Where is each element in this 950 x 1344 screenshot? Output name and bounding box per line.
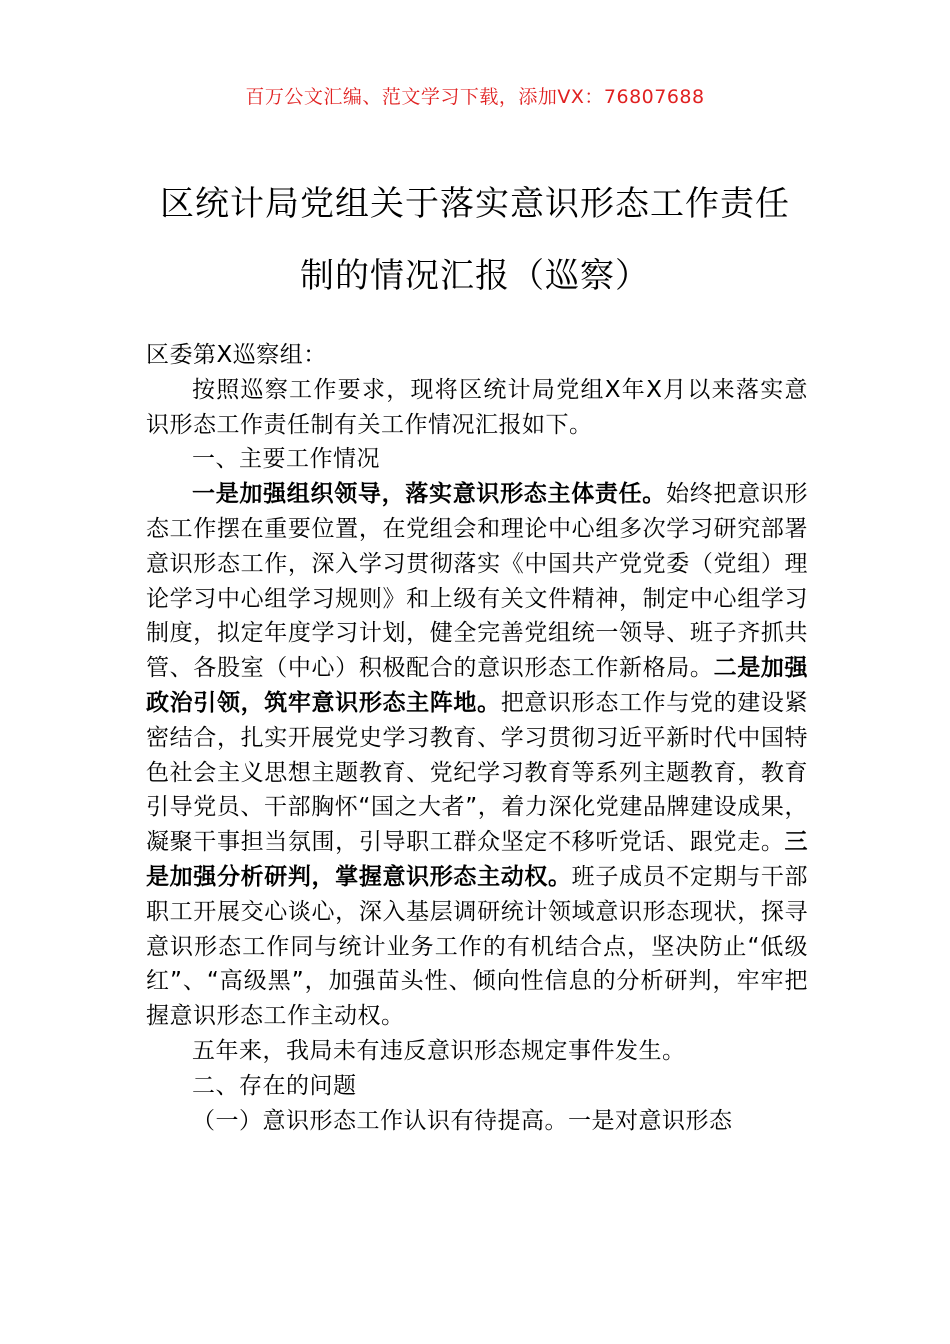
intro-paragraph: 按照巡察工作要求，现将区统计局党组X年X月以来落实意识形态工作责任制有关工作情况汇报如下。 [146, 376, 808, 438]
point-3-heading: 三是加强分析研判，掌握意识形态主动权。 [146, 829, 808, 890]
section-heading-1: 一、主要工作情况 [192, 446, 380, 473]
title-line-2: 制的情况汇报（巡察） [300, 256, 650, 296]
title-line-1: 区统计局党组关于落实意识形态工作责任 [160, 184, 790, 224]
document-title [120, 168, 830, 312]
main-work-paragraph [146, 477, 808, 1034]
point-1-heading: 一是加强组织领导，落实意识形态主体责任。 [192, 481, 666, 508]
salutation: 区委第X巡察组： [146, 342, 327, 368]
watermark-header: 百万公文汇编、范文学习下载，添加VX：76807688 [245, 86, 705, 108]
document-body [146, 338, 808, 1138]
point-2-text: 把意识形态工作与党的建设紧密结合，扎实开展党史学习教育、学习贯彻习近平新时代中国特色社会主义思想主题教育、党纪学习教育等系列主题教育，教育引导党员、干部胸怀“国之大者”，着力深化党建品牌建设成果，凝聚干事担当氛围，引导职工群众坚定不移听党话、跟党走。 [146, 689, 809, 856]
section-heading-2: 二、存在的问题 [192, 1072, 357, 1099]
point-2-heading: 二是加强政治引领，筑牢意识形态主阵地。 [146, 655, 809, 716]
problem-paragraph: （一）意识形态工作认识有待提高。一是对意识形态 [192, 1107, 733, 1134]
point-3-text: 班子成员不定期与干部职工开展交心谈心，深入基层调研统计领域意识形态现状，探寻意识形态工作同与统计业务工作的有机结合点，坚决防止“低级红”、“高级黑”，加强苗头性、倾向性信息的分析研判，牢牢把握意识形态工作主动权。 [146, 863, 809, 1030]
point-1-text: 始终把意识形态工作摆在重要位置，在党组会和理论中心组多次学习研究部署意识形态工作，深入学习贯彻落实《中国共产党党委（党组）理论学习中心组学习规则》和上级有关文件精神，制定中心组学习制度，拟定年度学习计划，健全完善党组统一领导、班子齐抓共管、各股室（中心）积极配合的意识形态工作新格局。 [146, 481, 809, 682]
summary-paragraph: 五年来，我局未有违反意识形态规定事件发生。 [192, 1037, 686, 1064]
